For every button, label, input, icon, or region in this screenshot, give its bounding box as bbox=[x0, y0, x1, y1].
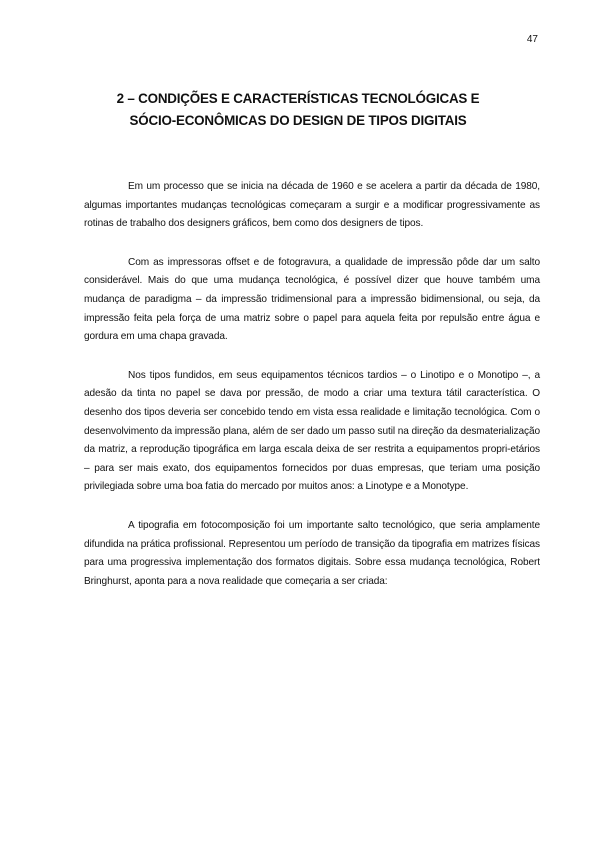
body-text bbox=[84, 178, 540, 591]
paragraph: Em um processo que se inicia na década de 1960 e se acelera a partir da década de 1980, algumas importantes mudanças tecnológicas começaram a surgir e a modificar progressivamente as rotinas de trabalho dos designers gráficos, bem como dos designers de tipos. bbox=[84, 181, 540, 230]
page-number: 47 bbox=[526, 34, 538, 45]
paragraph: Com as impressoras offset e de fotogravura, a qualidade de impressão pôde dar um salto considerável. Mais do que uma mudança tecnológica, é possível dizer que houve também uma mudança de paradigma – da impressão tridimensional para a impressão bidimensional, ou seja, da impressão feita pela força de uma matriz sobre o papel para aquela feita por repulsão entre água e gordura em uma chapa gravada. bbox=[84, 256, 540, 343]
chapter-title-line-2: SÓCIO-ECONÔMICAS DO DESIGN DE TIPOS DIGITAIS bbox=[129, 113, 467, 128]
chapter-title-line-1: 2 – CONDIÇÕES E CARACTERÍSTICAS TECNOLÓGICAS E bbox=[116, 91, 480, 106]
chapter-title bbox=[60, 88, 536, 132]
paragraph: A tipografia em fotocomposição foi um importante salto tecnológico, que seria amplamente difundida na prática profissional. Representou um período de transição da tipografia em matrizes físicas para uma progressiva implementação dos formatos digitais. Sobre essa mudança tecnológica, Robert Bringhurst, aponta para a nova realidade que começaria a ser criada: bbox=[84, 519, 540, 587]
paragraph: Nos tipos fundidos, em seus equipamentos técnicos tardios – o Linotipo e o Monotipo –, a adesão da tinta no papel se dava por pressão, de modo a criar uma textura tátil característica. O desenho dos tipos deveria ser concebido tendo em vista essa realidade e limitação tecnológica. Com o desenvolvimento da impressão plana, além de ser dado um passo sutil na direção da desmaterialização da matriz, a reprodução tipográfica em larga escala deixa de ser restrita a equipamentos propri-etários – para ser mais exato, dos equipamentos fornecidos por duas empresas, que teriam uma posição privilegiada sobre uma boa fatia do mercado por muitos anos: a Linotype e a Monotype. bbox=[84, 369, 540, 493]
